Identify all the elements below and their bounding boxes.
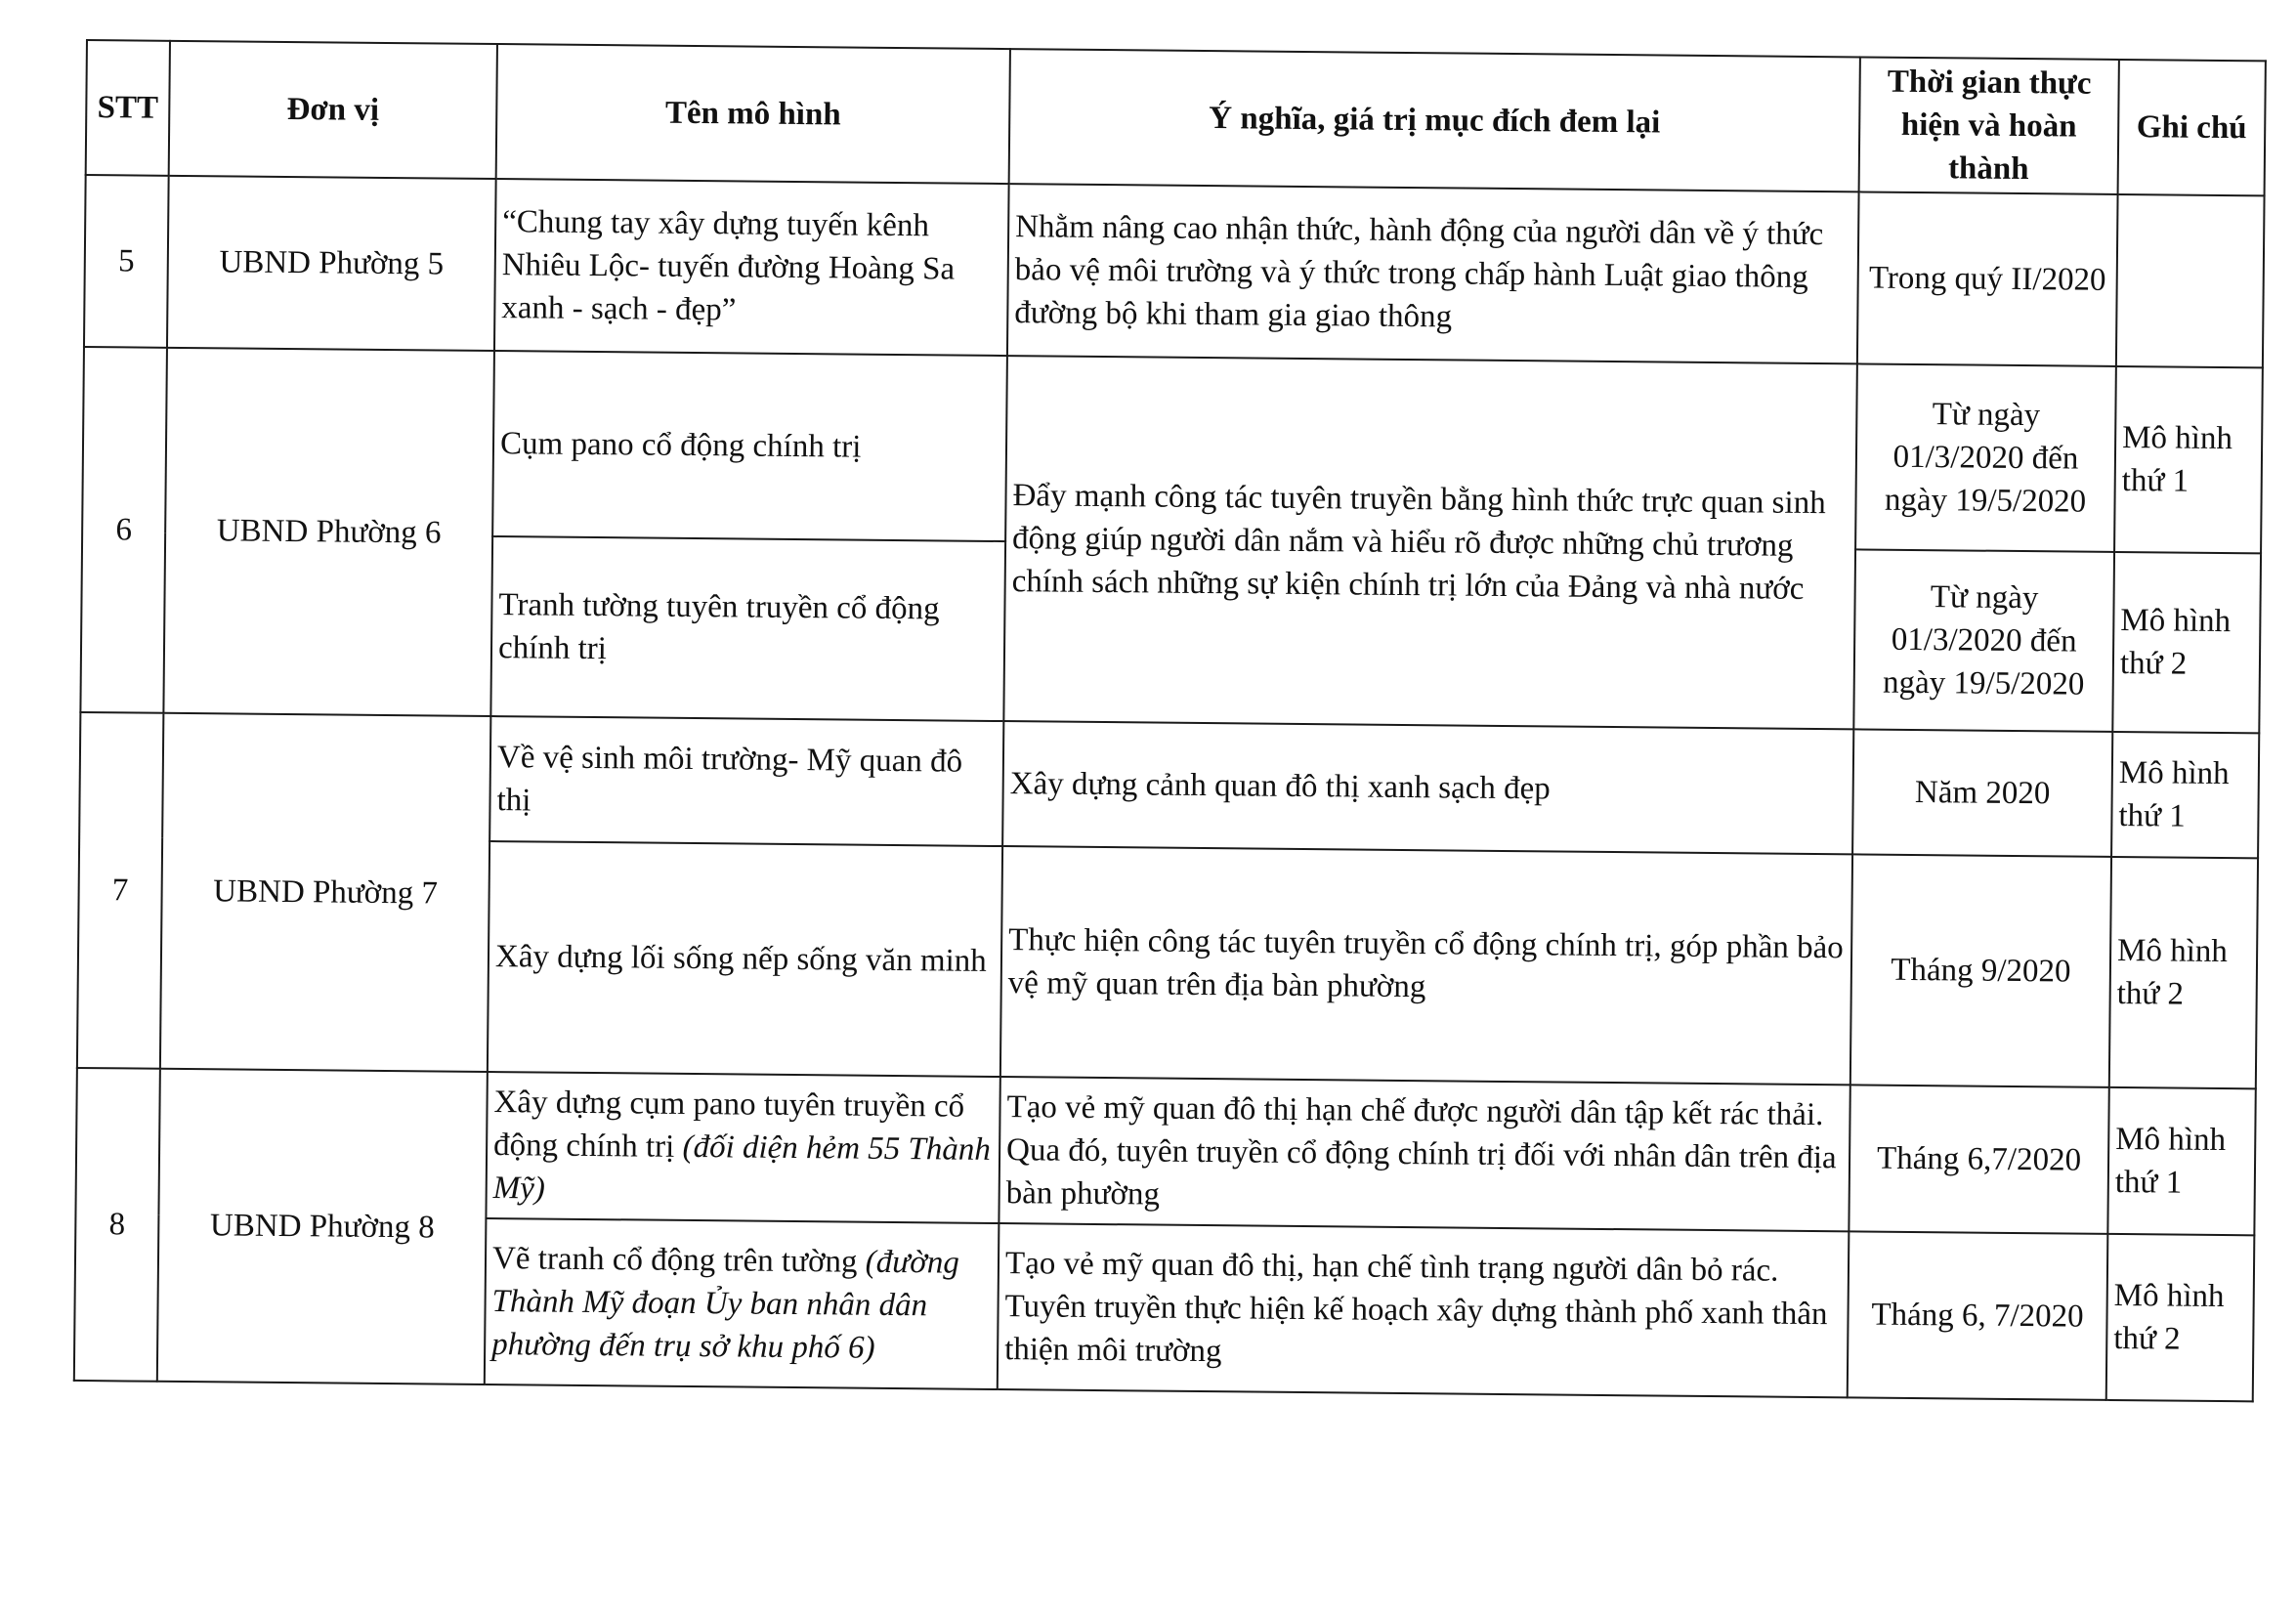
stt-cell: 5 [84,175,169,348]
model-cell [486,1072,999,1223]
model-cell: Cụm pano cổ động chính trị [492,351,1007,541]
time-cell: Trong quý II/2020 [1857,192,2118,366]
note-cell: Mô hình thứ 1 [2107,1087,2255,1235]
time-cell: Tháng 9/2020 [1850,854,2111,1087]
note-cell: Mô hình thứ 1 [2111,732,2259,858]
stt-cell: 7 [77,712,163,1069]
unit-cell: UBND Phường 6 [163,348,494,716]
header-model: Tên mô hình [496,44,1010,184]
time-cell: Tháng 6, 7/2020 [1848,1231,2108,1400]
time-cell: Từ ngày 01/3/2020 đến ngày 19/5/2020 [1853,549,2114,732]
model-cell [485,1218,999,1389]
unit-cell: UBND Phường 7 [160,713,490,1072]
table-row [84,175,2265,367]
header-note: Ghi chú [2118,60,2266,195]
model-text: Xây dựng cụm pano tuyên truyền cổ động chính trị [492,1085,965,1165]
table-row [82,347,2263,553]
model-location: (đối diện hẻm 55 Thành Mỹ) [492,1128,992,1207]
table-row [75,1068,2255,1235]
meaning-cell: Tạo vẻ mỹ quan đô thị hạn chế được người dân tập kết rác thải. Qua đó, tuyên truyền cổ động chính trị đối với nhân dân trên địa bàn phường [999,1077,1850,1231]
model-cell: “Chung tay xây dựng tuyến kênh Nhiêu Lộc- tuyến đường Hoàng Sa xanh - sạch - đẹp” [494,179,1009,356]
stt-cell: 8 [74,1068,160,1382]
model-cell: Về vệ sinh môi trường- Mỹ quan đô thị [489,716,1003,846]
note-cell: Mô hình thứ 2 [2109,857,2258,1088]
header-meaning: Ý nghĩa, giá trị mục đích đem lại [1009,49,1860,192]
meaning-cell: Tạo vẻ mỹ quan đô thị, hạn chế tình trạng người dân bỏ rác. Tuyên truyền thực hiện kế hoạch xây dựng thành phố xanh thân thiện môi trường [998,1223,1850,1397]
unit-cell: UBND Phường 8 [157,1069,488,1384]
note-cell [2116,194,2265,367]
note-cell: Mô hình thứ 2 [2106,1234,2255,1401]
header-stt: STT [86,40,170,176]
model-location: (đường Thành Mỹ đoạn Ủy ban nhân dân phường đến trụ sở khu phố 6) [491,1244,960,1366]
note-cell: Mô hình thứ 2 [2112,552,2261,733]
model-text: Vẽ tranh cổ động trên tường [491,1241,858,1280]
stt-cell: 6 [80,347,167,713]
model-cell: Tranh tường tuyên truyền cổ động chính trị [490,536,1005,721]
time-cell: Từ ngày 01/3/2020 đến ngày 19/5/2020 [1855,363,2116,552]
header-unit: Đơn vị [169,41,497,179]
header-row [86,40,2266,195]
models-table [73,39,2267,1402]
meaning-cell: Xây dựng cảnh quan đô thị xanh sạch đẹp [1002,721,1853,854]
meaning-cell: Nhằm nâng cao nhận thức, hành động của người dân về ý thức bảo vệ môi trường và ý thức trong chấp hành Luật giao thông đường bộ khi tham gia giao thông [1007,184,1859,363]
time-cell: Tháng 6,7/2020 [1849,1085,2108,1234]
note-cell: Mô hình thứ 1 [2114,366,2263,553]
meaning-cell: Đẩy mạnh công tác tuyên truyền bằng hình thức trực quan sinh động giúp người dân nắm và hiểu rõ được những chủ trương chính sách những sự kiện chính trị lớn của Đảng và nhà nước [1003,356,1857,729]
table-row [79,712,2259,858]
unit-cell: UBND Phường 5 [167,176,496,351]
model-cell: Xây dựng lối sống nếp sống văn minh [488,841,1002,1077]
meaning-cell: Thực hiện công tác tuyên truyền cổ động chính trị, góp phần bảo vệ mỹ quan trên địa bàn phường [1000,846,1852,1085]
header-time: Thời gian thực hiện và hoàn thành [1859,57,2119,194]
time-cell: Năm 2020 [1852,729,2112,857]
